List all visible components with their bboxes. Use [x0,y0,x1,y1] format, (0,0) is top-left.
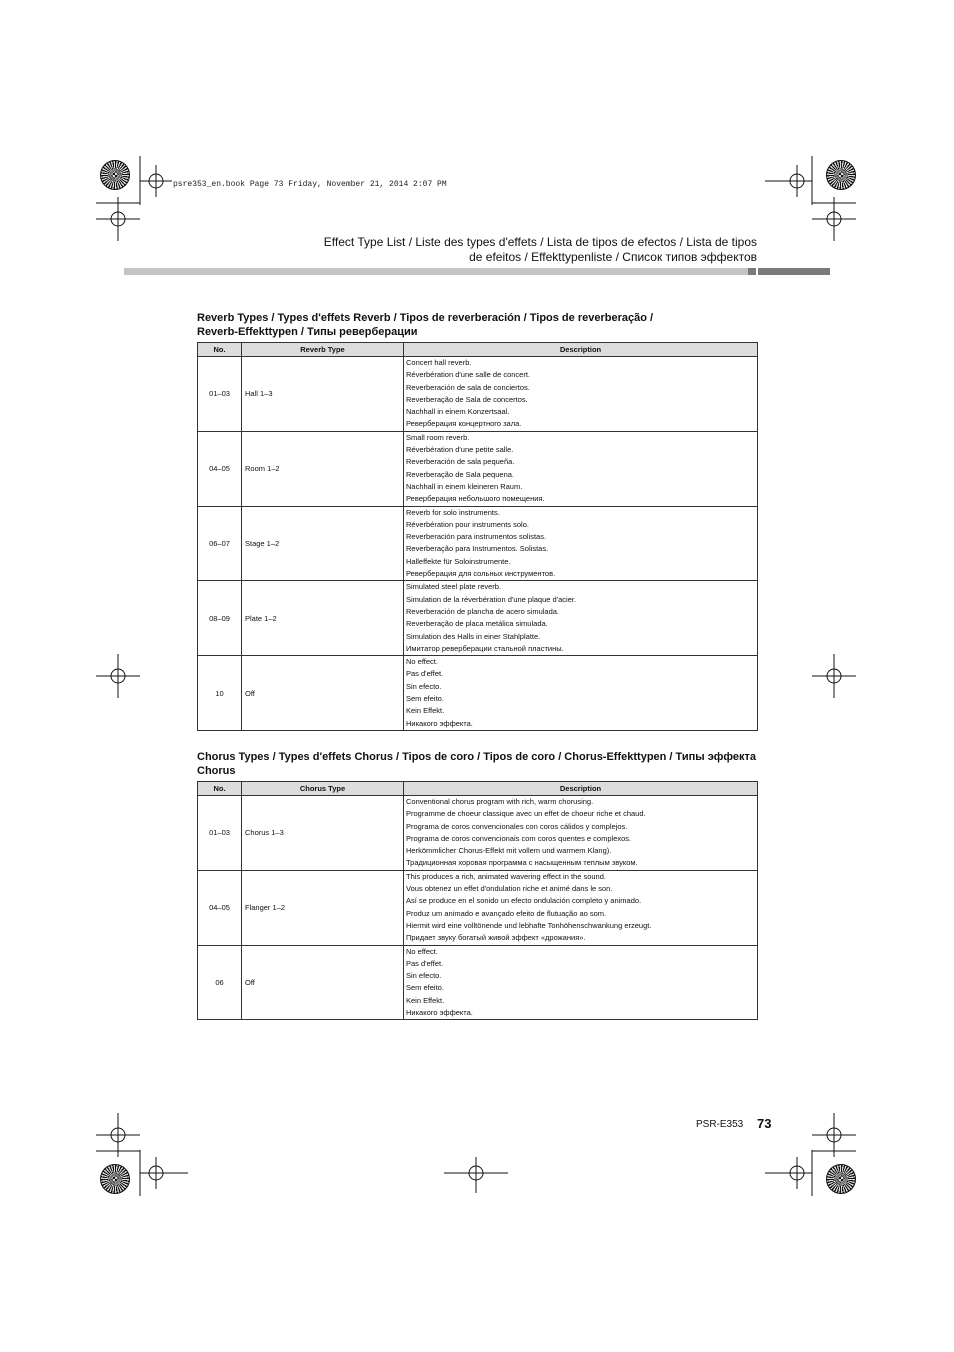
description-line: Реверберация небольшого помещения. [406,494,545,504]
table-row [198,870,758,945]
description-line: Kein Effekt. [406,995,445,1005]
chorus-type-name: Flanger 1–2 [242,870,404,945]
col-description-header: Description [404,343,758,357]
crosshair-icon [140,1157,188,1189]
header-rule-gap [756,268,758,275]
reverb-title-line-1: Reverb Types / Types d'effets Reverb / Tipos de reverberación / Tipos de reverberação / [197,312,654,324]
reverb-section-title [197,311,777,339]
row-number: 08–09 [198,581,242,656]
row-number: 01–03 [198,357,242,432]
row-number: 06 [198,945,242,1020]
description-line: Sem efeito. [406,694,444,704]
description-line: Small room reverb. [406,432,470,442]
col-description-header: Description [404,782,758,796]
description-line: Придает звуку богатый живой эффект «дрожания». [406,933,586,943]
description-cell [404,357,758,432]
crosshair-icon [444,1157,508,1193]
crosshair-icon [812,1113,856,1157]
crosshair-icon [812,197,856,241]
description-line: Simulation de la réverbération d'une plaque d'acier. [406,594,577,604]
chorus-table [197,781,758,1020]
page-header [117,235,757,265]
reverb-type-name: Hall 1–3 [242,357,404,432]
description-line: Reverberação de Sala de concertos. [406,394,528,404]
description-line: Reverberación de plancha de acero simulada. [406,606,560,616]
description-line: Реверберация концертного зала. [406,419,522,429]
description-line: Programa de coros convencionales con coros cálidos y complejos. [406,821,628,831]
description-cell [404,431,758,506]
table-row [198,431,758,506]
chorus-table-header [198,782,758,796]
description-line: Nachhall in einem kleineren Raum. [406,481,523,491]
reverb-table-header [198,343,758,357]
crosshair-icon [812,654,856,698]
chorus-title-line-1: Chorus Types / Types d'effets Chorus / Tipos de coro / Tipos de coro / Chorus-Effekttypen / Типы эффекта [197,751,757,763]
description-line: Réverbération pour instruments solo. [406,519,529,529]
row-number: 10 [198,656,242,731]
crosshair-icon [765,1157,812,1189]
reverb-table [197,342,758,731]
header-rule-accent [748,268,830,275]
col-type-header: Chorus Type [242,782,404,796]
table-row [198,945,758,1020]
description-line: Conventional chorus program with rich, warm chorusing. [406,797,594,806]
description-cell [404,656,758,731]
description-line: Réverbération d'une petite salle. [406,445,514,455]
crosshair-icon [96,654,140,698]
description-line: Réverbération d'une salle de concert. [406,370,531,380]
col-type-header: Reverb Type [242,343,404,357]
col-no-header: No. [198,343,242,357]
reverb-type-name: Room 1–2 [242,431,404,506]
description-line: Kein Effekt. [406,706,445,716]
description-line: Реверберация для сольных инструментов. [406,569,556,579]
description-line: No effect. [406,946,438,956]
row-number: 04–05 [198,431,242,506]
description-line: Nachhall in einem Konzertsaal. [406,407,510,417]
description-line: Así se produce en el sonido un efecto ondulación completo y animado. [406,896,642,906]
reverb-type-name: Plate 1–2 [242,581,404,656]
description-line: Concert hall reverb. [406,358,472,367]
chorus-title-line-2: Chorus [197,765,236,777]
description-line: Reverb for solo instruments. [406,507,500,517]
page-header-line-1: Effect Type List / Liste des types d'effets / Lista de tipos de efectos / Lista de tipos [323,235,757,249]
reverb-title-line-2: Reverb-Effekttypen / Типы реверберации [197,326,418,338]
description-line: Programa de coros convencionais com coros quentes e complexos. [406,833,632,843]
row-number: 04–05 [198,870,242,945]
description-cell [404,945,758,1020]
description-line: Никакого эффекта. [406,1008,473,1018]
description-line: Produz um animado e avançado efeito de flutuação ao som. [406,908,607,918]
table-row [198,506,758,581]
chorus-type-name: Off [242,945,404,1020]
page-header-line-2: de efeitos / Effekttypenliste / Список типов эффектов [469,250,757,264]
description-cell [404,870,758,945]
table-row [198,656,758,731]
header-rule [124,268,830,275]
description-line: Pas d'effet. [406,958,444,968]
description-line: This produces a rich, animated wavering effect in the sound. [406,871,606,881]
description-cell [404,796,758,871]
description-line: No effect. [406,657,438,667]
reverb-type-name: Stage 1–2 [242,506,404,581]
table-row [198,796,758,871]
model-name: PSR-E353 [696,1119,744,1130]
crosshair-icon [96,1113,140,1157]
description-line: Reverberación para instrumentos solistas. [406,532,547,542]
description-line: Sin efecto. [406,971,442,981]
reverb-type-name: Off [242,656,404,731]
description-line: Simulated steel plate reverb. [406,582,502,592]
table-row [198,357,758,432]
description-cell [404,581,758,656]
description-line: Pas d'effet. [406,669,444,679]
description-line: Имитатор реверберации стальной пластины. [406,643,564,653]
description-line: Programme de choeur classique avec un effet de choeur riche et chaud. [406,809,646,819]
description-cell [404,506,758,581]
row-number: 06–07 [198,506,242,581]
description-line: Традиционная хоровая программа с насыщенным теплым звуком. [406,858,638,868]
col-no-header: No. [198,782,242,796]
chorus-section-title [197,750,777,778]
crosshair-icon [765,165,812,197]
description-line: Reverberación de sala pequeña. [406,457,515,467]
chorus-type-name: Chorus 1–3 [242,796,404,871]
description-line: Sem efeito. [406,983,444,993]
description-line: Halleffekte für Soloinstrumente. [406,556,511,566]
page-number: 73 [757,1116,772,1131]
description-line: Reverberación de sala de conciertos. [406,382,530,392]
description-line: Sin efecto. [406,681,442,691]
print-info: psre353_en.book Page 73 Friday, November 21, 2014 2:07 PM [173,180,447,189]
row-number: 01–03 [198,796,242,871]
description-line: Herkömmlicher Chorus-Effekt mit vollem und warmem Klang). [406,846,612,856]
description-line: Никакого эффекта. [406,718,473,728]
description-line: Vous obtenez un effet d'ondulation riche et animé dans le son. [406,884,613,894]
description-line: Reverberação de Sala pequena. [406,469,514,479]
crosshair-icon [140,165,172,197]
description-line: Reverberação de placa metálica simulada. [406,619,548,629]
description-line: Simulation des Halls in einer Stahlplatte. [406,631,541,641]
description-line: Hiermit wird eine volltönende und lebhafte Tonhöhenschwankung erzeugt. [406,920,652,930]
description-line: Reverberação para Instrumentos. Solistas. [406,544,549,554]
table-row [198,581,758,656]
